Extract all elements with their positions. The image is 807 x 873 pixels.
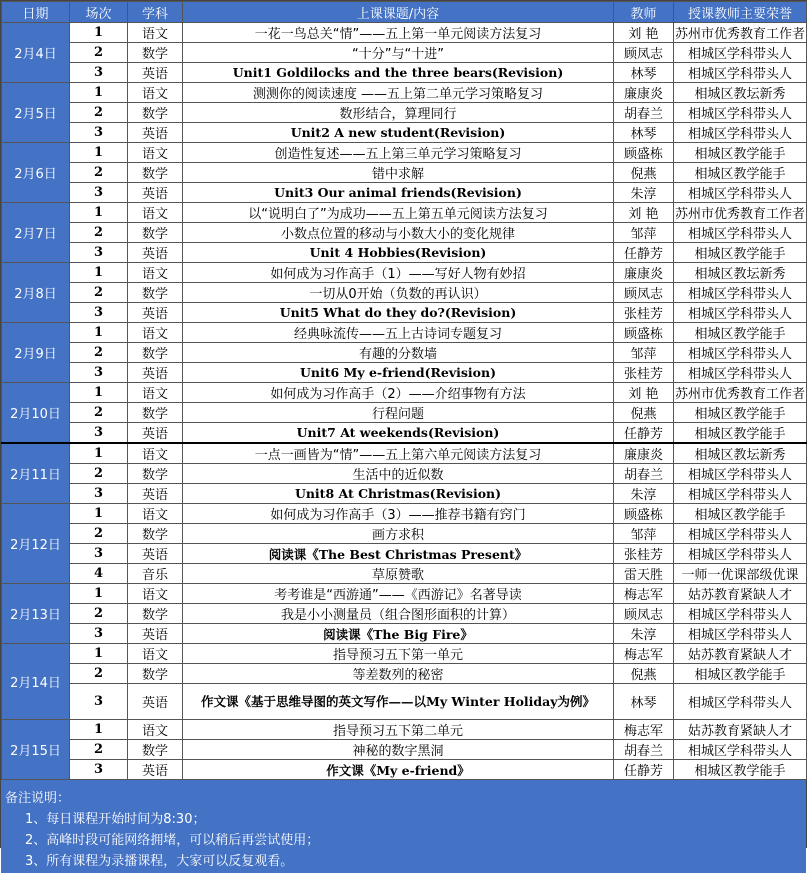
topic-cell: Unit2 A new student(Revision)	[183, 123, 614, 143]
topic-cell: 作文课《基于思维导图的英文写作——以My Winter Holiday为例》	[183, 684, 614, 720]
honor-cell: 相城区教学能手	[674, 760, 807, 780]
table-row	[2, 720, 807, 740]
subject-cell: 数学	[128, 103, 183, 123]
session-number: 2	[70, 403, 128, 423]
teacher-cell: 林琴	[614, 123, 674, 143]
session-number: 2	[70, 740, 128, 760]
honor-cell: 相城区教学能手	[674, 243, 807, 263]
header-row	[2, 2, 807, 23]
honor-cell: 姑苏教育紧缺人才	[674, 584, 807, 604]
subject-cell: 英语	[128, 484, 183, 504]
topic-cell: 错中求解	[183, 163, 614, 183]
session-number: 1	[70, 323, 128, 343]
date-cell: 2月6日	[2, 143, 70, 203]
table-row	[2, 343, 807, 363]
topic-cell: 以“说明白了”为成功——五上第五单元阅读方法复习	[183, 203, 614, 223]
subject-cell: 英语	[128, 243, 183, 263]
table-row	[2, 564, 807, 584]
table-row	[2, 524, 807, 544]
table-row	[2, 323, 807, 343]
session-number: 3	[70, 423, 128, 444]
session-number: 1	[70, 504, 128, 524]
subject-cell: 英语	[128, 544, 183, 564]
session-number: 1	[70, 143, 128, 163]
session-number: 3	[70, 243, 128, 263]
subject-cell: 语文	[128, 83, 183, 103]
honor-cell: 相城区学科带头人	[674, 684, 807, 720]
subject-cell: 数学	[128, 343, 183, 363]
table-row	[2, 544, 807, 564]
session-number: 1	[70, 443, 128, 464]
honor-cell: 相城区学科带头人	[674, 484, 807, 504]
date-cell: 2月7日	[2, 203, 70, 263]
topic-cell: 数形结合，算理同行	[183, 103, 614, 123]
table-row	[2, 283, 807, 303]
session-number: 3	[70, 544, 128, 564]
topic-cell: Unit1 Goldilocks and the three bears(Revision)	[183, 63, 614, 83]
topic-cell: 行程问题	[183, 403, 614, 423]
subject-cell: 英语	[128, 624, 183, 644]
teacher-cell: 顾盛栋	[614, 143, 674, 163]
date-cell: 2月12日	[2, 504, 70, 584]
teacher-cell: 顾凤志	[614, 283, 674, 303]
honor-cell: 相城区教坛新秀	[674, 263, 807, 283]
subject-cell: 数学	[128, 43, 183, 63]
note-item: 2、高峰时段可能网络拥堵，可以稍后再尝试使用；	[25, 833, 320, 848]
subject-cell: 音乐	[128, 564, 183, 584]
subject-cell: 英语	[128, 684, 183, 720]
table-row	[2, 203, 807, 223]
date-cell: 2月4日	[2, 23, 70, 83]
table-row	[2, 83, 807, 103]
topic-cell: 小数点位置的移动与小数大小的变化规律	[183, 223, 614, 243]
topic-cell: 创造性复述——五上第三单元学习策略复习	[183, 143, 614, 163]
teacher-cell: 梅志军	[614, 644, 674, 664]
subject-cell: 语文	[128, 504, 183, 524]
topic-cell: 考考谁是“西游通”——《西游记》名著导读	[183, 584, 614, 604]
topic-cell: 一点一画皆为“情”——五上第六单元阅读方法复习	[183, 443, 614, 464]
teacher-cell: 张桂芳	[614, 544, 674, 564]
session-number: 4	[70, 564, 128, 584]
table-row	[2, 684, 807, 720]
table-row	[2, 760, 807, 780]
subject-cell: 语文	[128, 263, 183, 283]
table-row	[2, 664, 807, 684]
subject-cell: 数学	[128, 403, 183, 423]
honor-cell: 相城区学科带头人	[674, 183, 807, 203]
subject-cell: 语文	[128, 443, 183, 464]
honor-cell: 相城区学科带头人	[674, 303, 807, 323]
teacher-cell: 邹萍	[614, 524, 674, 544]
session-number: 2	[70, 664, 128, 684]
topic-cell: Unit 4 Hobbies(Revision)	[183, 243, 614, 263]
topic-cell: 作文课《My e-friend》	[183, 760, 614, 780]
table-row	[2, 23, 807, 43]
session-number: 2	[70, 604, 128, 624]
table-row	[2, 363, 807, 383]
honor-cell: 相城区学科带头人	[674, 283, 807, 303]
note-item: 3、所有课程为录播课程，大家可以反复观看。	[25, 854, 294, 869]
topic-cell: 指导预习五下第二单元	[183, 720, 614, 740]
honor-cell: 苏州市优秀教育工作者	[674, 23, 807, 43]
header-date: 日期	[2, 2, 70, 23]
topic-cell: 神秘的数字黑洞	[183, 740, 614, 760]
teacher-cell: 廉康炎	[614, 443, 674, 464]
teacher-cell: 胡春兰	[614, 464, 674, 484]
session-number: 3	[70, 183, 128, 203]
session-number: 2	[70, 223, 128, 243]
teacher-cell: 朱淳	[614, 183, 674, 203]
topic-cell: 经典咏流传——五上古诗词专题复习	[183, 323, 614, 343]
honor-cell: 苏州市优秀教育工作者	[674, 203, 807, 223]
teacher-cell: 雷天胜	[614, 564, 674, 584]
subject-cell: 语文	[128, 203, 183, 223]
teacher-cell: 胡春兰	[614, 740, 674, 760]
topic-cell: 如何成为习作高手（2）——介绍事物有方法	[183, 383, 614, 403]
topic-cell: 阅读课《The Best Christmas Present》	[183, 544, 614, 564]
session-number: 1	[70, 203, 128, 223]
session-number: 2	[70, 163, 128, 183]
subject-cell: 数学	[128, 223, 183, 243]
table-row	[2, 464, 807, 484]
teacher-cell: 任静芳	[614, 423, 674, 444]
session-number: 3	[70, 684, 128, 720]
table-row	[2, 263, 807, 283]
honor-cell: 相城区教学能手	[674, 403, 807, 423]
table-row	[2, 484, 807, 504]
table-row	[2, 303, 807, 323]
table-row	[2, 504, 807, 524]
topic-cell: Unit7 At weekends(Revision)	[183, 423, 614, 444]
teacher-cell: 廉康炎	[614, 83, 674, 103]
teacher-cell: 顾凤志	[614, 43, 674, 63]
teacher-cell: 倪燕	[614, 163, 674, 183]
subject-cell: 数学	[128, 604, 183, 624]
subject-cell: 语文	[128, 584, 183, 604]
table-row	[2, 443, 807, 464]
teacher-cell: 顾盛栋	[614, 323, 674, 343]
table-row	[2, 123, 807, 143]
session-number: 1	[70, 263, 128, 283]
honor-cell: 相城区教坛新秀	[674, 83, 807, 103]
subject-cell: 英语	[128, 123, 183, 143]
subject-cell: 英语	[128, 183, 183, 203]
topic-cell: 一切从0开始（负数的再认识）	[183, 283, 614, 303]
table-row	[2, 604, 807, 624]
honor-cell: 相城区学科带头人	[674, 464, 807, 484]
table-row	[2, 403, 807, 423]
teacher-cell: 胡春兰	[614, 103, 674, 123]
subject-cell: 数学	[128, 464, 183, 484]
subject-cell: 数学	[128, 163, 183, 183]
session-number: 1	[70, 383, 128, 403]
table-row	[2, 163, 807, 183]
subject-cell: 英语	[128, 363, 183, 383]
session-number: 3	[70, 123, 128, 143]
teacher-cell: 梅志军	[614, 720, 674, 740]
honor-cell: 相城区教学能手	[674, 423, 807, 444]
honor-cell: 相城区学科带头人	[674, 524, 807, 544]
honor-cell: 相城区教坛新秀	[674, 443, 807, 464]
table-row	[2, 383, 807, 403]
teacher-cell: 林琴	[614, 63, 674, 83]
teacher-cell: 倪燕	[614, 664, 674, 684]
date-cell: 2月10日	[2, 383, 70, 444]
teacher-cell: 倪燕	[614, 403, 674, 423]
session-number: 3	[70, 363, 128, 383]
header-topic: 上课课题/内容	[183, 2, 614, 23]
honor-cell: 相城区学科带头人	[674, 544, 807, 564]
teacher-cell: 林琴	[614, 684, 674, 720]
table-row	[2, 644, 807, 664]
subject-cell: 语文	[128, 720, 183, 740]
honor-cell: 相城区学科带头人	[674, 363, 807, 383]
honor-cell: 苏州市优秀教育工作者	[674, 383, 807, 403]
session-number: 3	[70, 303, 128, 323]
notes-section	[1, 780, 806, 873]
topic-cell: 测测你的阅读速度 ——五上第二单元学习策略复习	[183, 83, 614, 103]
subject-cell: 语文	[128, 644, 183, 664]
honor-cell: 相城区学科带头人	[674, 343, 807, 363]
table-row	[2, 243, 807, 263]
teacher-cell: 梅志军	[614, 584, 674, 604]
session-number: 2	[70, 43, 128, 63]
honor-cell: 相城区学科带头人	[674, 223, 807, 243]
table-row	[2, 143, 807, 163]
subject-cell: 数学	[128, 664, 183, 684]
session-number: 3	[70, 624, 128, 644]
session-number: 1	[70, 720, 128, 740]
topic-cell: 如何成为习作高手（3）——推荐书籍有窍门	[183, 504, 614, 524]
header-honor: 授课教师主要荣誉	[674, 2, 807, 23]
table-row	[2, 43, 807, 63]
table-row	[2, 624, 807, 644]
honor-cell: 相城区教学能手	[674, 163, 807, 183]
topic-cell: Unit3 Our animal friends(Revision)	[183, 183, 614, 203]
table-row	[2, 103, 807, 123]
teacher-cell: 刘 艳	[614, 383, 674, 403]
subject-cell: 语文	[128, 383, 183, 403]
subject-cell: 语文	[128, 23, 183, 43]
session-number: 3	[70, 760, 128, 780]
date-cell: 2月5日	[2, 83, 70, 143]
teacher-cell: 顾盛栋	[614, 504, 674, 524]
honor-cell: 相城区学科带头人	[674, 624, 807, 644]
date-cell: 2月15日	[2, 720, 70, 780]
header-subject: 学科	[128, 2, 183, 23]
session-number: 2	[70, 343, 128, 363]
teacher-cell: 任静芳	[614, 760, 674, 780]
topic-cell: 阅读课《The Big Fire》	[183, 624, 614, 644]
date-cell: 2月14日	[2, 644, 70, 720]
session-number: 1	[70, 83, 128, 103]
topic-cell: 有趣的分数墙	[183, 343, 614, 363]
teacher-cell: 任静芳	[614, 243, 674, 263]
subject-cell: 语文	[128, 143, 183, 163]
session-number: 1	[70, 644, 128, 664]
session-number: 1	[70, 584, 128, 604]
honor-cell: 相城区教学能手	[674, 664, 807, 684]
teacher-cell: 廉康炎	[614, 263, 674, 283]
table-row	[2, 183, 807, 203]
teacher-cell: 朱淳	[614, 624, 674, 644]
honor-cell: 相城区教学能手	[674, 143, 807, 163]
topic-cell: “十分”与“十进”	[183, 43, 614, 63]
teacher-cell: 朱淳	[614, 484, 674, 504]
table-row	[2, 223, 807, 243]
honor-cell: 相城区教学能手	[674, 323, 807, 343]
topic-cell: 如何成为习作高手（1）——写好人物有妙招	[183, 263, 614, 283]
subject-cell: 英语	[128, 423, 183, 444]
honor-cell: 相城区学科带头人	[674, 123, 807, 143]
session-number: 3	[70, 63, 128, 83]
honor-cell: 相城区学科带头人	[674, 604, 807, 624]
honor-cell: 相城区学科带头人	[674, 740, 807, 760]
header-teacher: 教师	[614, 2, 674, 23]
teacher-cell: 顾凤志	[614, 604, 674, 624]
table-row	[2, 584, 807, 604]
header-session: 场次	[70, 2, 128, 23]
topic-cell: Unit8 At Christmas(Revision)	[183, 484, 614, 504]
date-cell: 2月8日	[2, 263, 70, 323]
session-number: 2	[70, 283, 128, 303]
subject-cell: 英语	[128, 63, 183, 83]
session-number: 3	[70, 484, 128, 504]
date-cell: 2月11日	[2, 443, 70, 504]
teacher-cell: 邹萍	[614, 343, 674, 363]
date-cell: 2月13日	[2, 584, 70, 644]
honor-cell: 相城区学科带头人	[674, 103, 807, 123]
notes-title: 备注说明：	[5, 791, 71, 806]
subject-cell: 语文	[128, 323, 183, 343]
teacher-cell: 刘 艳	[614, 203, 674, 223]
teacher-cell: 刘 艳	[614, 23, 674, 43]
topic-cell: 我是小小测量员（组合图形面积的计算）	[183, 604, 614, 624]
topic-cell: 等差数列的秘密	[183, 664, 614, 684]
topic-cell: 草原赞歌	[183, 564, 614, 584]
session-number: 1	[70, 23, 128, 43]
teacher-cell: 邹萍	[614, 223, 674, 243]
subject-cell: 英语	[128, 303, 183, 323]
topic-cell: 生活中的近似数	[183, 464, 614, 484]
session-number: 2	[70, 103, 128, 123]
subject-cell: 数学	[128, 524, 183, 544]
topic-cell: 指导预习五下第一单元	[183, 644, 614, 664]
topic-cell: Unit5 What do they do?(Revision)	[183, 303, 614, 323]
note-item: 1、每日课程开始时间为8:30；	[25, 812, 206, 827]
subject-cell: 数学	[128, 740, 183, 760]
table-row	[2, 740, 807, 760]
honor-cell: 姑苏教育紧缺人才	[674, 644, 807, 664]
topic-cell: 画方求积	[183, 524, 614, 544]
honor-cell: 姑苏教育紧缺人才	[674, 720, 807, 740]
honor-cell: 相城区教学能手	[674, 504, 807, 524]
honor-cell: 一师一优课部级优课	[674, 564, 807, 584]
subject-cell: 英语	[128, 760, 183, 780]
table-row	[2, 63, 807, 83]
honor-cell: 相城区学科带头人	[674, 43, 807, 63]
table-row	[2, 423, 807, 444]
teacher-cell: 张桂芳	[614, 303, 674, 323]
teacher-cell: 张桂芳	[614, 363, 674, 383]
topic-cell: Unit6 My e-friend(Revision)	[183, 363, 614, 383]
session-number: 2	[70, 524, 128, 544]
honor-cell: 相城区学科带头人	[674, 63, 807, 83]
topic-cell: 一花一鸟总关“情”——五上第一单元阅读方法复习	[183, 23, 614, 43]
schedule-table	[1, 1, 807, 780]
date-cell: 2月9日	[2, 323, 70, 383]
session-number: 2	[70, 464, 128, 484]
subject-cell: 数学	[128, 283, 183, 303]
